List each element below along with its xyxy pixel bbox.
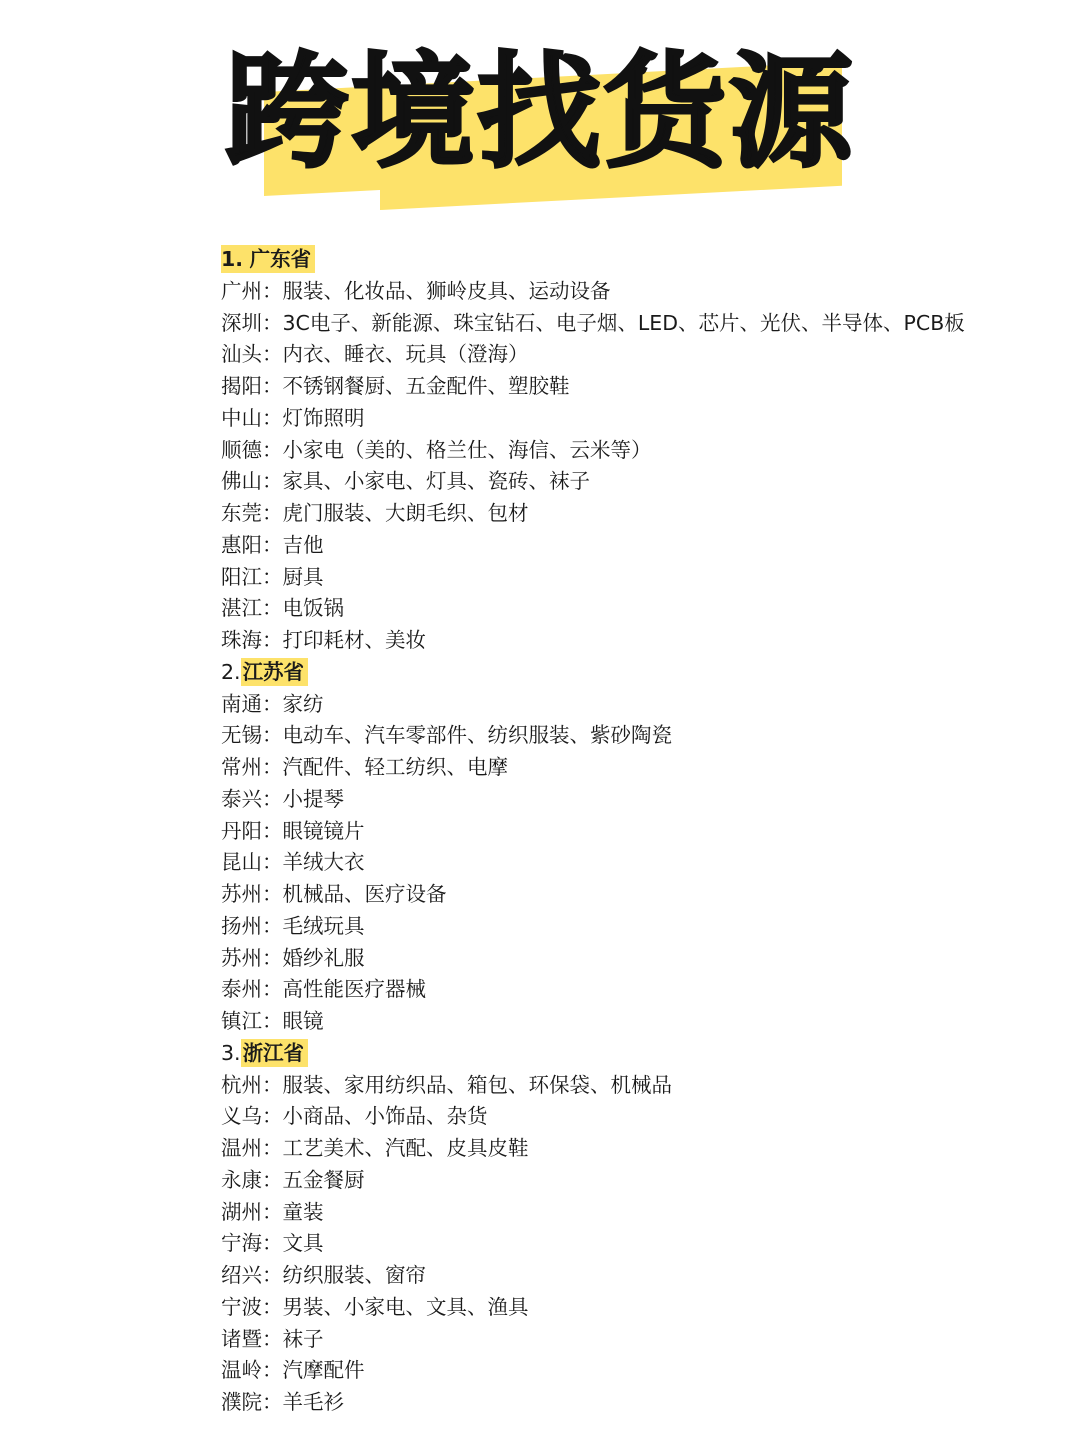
list-item <box>221 720 1051 752</box>
separator: ： <box>262 1358 283 1383</box>
separator: ： <box>262 913 283 938</box>
separator: ： <box>262 1072 283 1097</box>
goods-text: 3C电子、新能源、珠宝钻石、电子烟、LED、芯片、光伏、半导体、PCB板 <box>282 310 965 335</box>
city-name: 濮院 <box>221 1390 262 1414</box>
goods-text: 机械品、医疗设备 <box>282 882 447 906</box>
separator: ： <box>262 628 283 652</box>
goods-text: 灯饰照明 <box>282 405 365 430</box>
goods-text: 汽摩配件 <box>282 1358 365 1383</box>
city-name: 广州 <box>221 278 262 303</box>
goods-text: 吉他 <box>282 532 324 557</box>
goods-text: 眼镜镜片 <box>282 818 365 843</box>
goods-text: 纺织服装、窗帘 <box>282 1263 426 1287</box>
goods-text: 家具、小家电、灯具、瓷砖、袜子 <box>282 469 590 494</box>
section-province: 广东省 <box>249 247 312 271</box>
separator: ： <box>262 818 283 843</box>
goods-text: 汽配件、轻工纺织、电摩 <box>282 755 508 779</box>
list-item <box>221 1355 1051 1387</box>
list-item <box>221 752 1051 784</box>
goods-text: 厨具 <box>282 564 324 589</box>
goods-text: 文具 <box>282 1231 324 1256</box>
separator: ： <box>262 469 283 494</box>
goods-text: 不锈钢餐厨、五金配件、塑胶鞋 <box>282 374 570 398</box>
separator: ： <box>262 278 283 303</box>
list-item <box>221 1070 1051 1102</box>
list-item <box>221 1133 1051 1165</box>
city-name: 深圳 <box>221 310 262 335</box>
city-name: 顺德 <box>221 437 262 462</box>
city-name: 绍兴 <box>221 1263 262 1287</box>
city-name: 中山 <box>221 405 262 430</box>
list-item <box>221 847 1051 879</box>
city-name: 泰兴 <box>221 786 262 811</box>
city-name: 丹阳 <box>221 818 262 843</box>
city-name: 无锡 <box>221 723 262 748</box>
city-name: 泰州 <box>221 977 262 1002</box>
list-item <box>221 625 1051 657</box>
separator: ： <box>262 437 283 462</box>
city-name: 扬州 <box>221 913 262 938</box>
section-number: 2. <box>221 659 241 684</box>
section-heading-guangdong <box>221 244 1051 276</box>
list-item <box>221 1197 1051 1229</box>
list-item <box>221 276 1051 308</box>
separator: ： <box>262 1199 283 1224</box>
list-item <box>221 498 1051 530</box>
goods-text: 小家电（美的、格兰仕、海信、云米等） <box>282 437 652 462</box>
city-name: 珠海 <box>221 628 262 652</box>
city-name: 昆山 <box>221 850 262 875</box>
separator: ： <box>262 755 283 779</box>
section-province: 江苏省 <box>241 658 309 686</box>
list-item <box>221 689 1051 721</box>
goods-text: 家纺 <box>282 691 324 716</box>
separator: ： <box>262 882 283 906</box>
separator: ： <box>262 532 283 557</box>
section-heading-zhejiang <box>221 1038 1051 1070</box>
section-heading-jiangsu <box>221 657 1051 689</box>
section-number: 1. <box>221 247 244 271</box>
city-name: 宁海 <box>221 1231 262 1256</box>
list-item <box>221 943 1051 975</box>
list-item <box>221 911 1051 943</box>
goods-text: 眼镜 <box>282 1009 324 1033</box>
section-highlight <box>221 245 315 273</box>
separator: ： <box>262 501 283 525</box>
list-item <box>221 1101 1051 1133</box>
goods-text: 男装、小家电、文具、渔具 <box>282 1294 529 1319</box>
separator: ： <box>262 374 283 398</box>
city-name: 揭阳 <box>221 374 262 398</box>
goods-text: 高性能医疗器械 <box>282 977 426 1002</box>
section-province: 浙江省 <box>241 1039 309 1067</box>
separator: ： <box>262 564 283 589</box>
separator: ： <box>262 1231 283 1256</box>
separator: ： <box>262 1390 283 1414</box>
goods-text: 童装 <box>282 1199 324 1224</box>
goods-text: 工艺美术、汽配、皮具皮鞋 <box>282 1136 529 1160</box>
page-title: 跨境找货源 <box>224 41 855 185</box>
city-name: 湛江 <box>221 596 262 621</box>
city-name: 诸暨 <box>221 1326 262 1351</box>
city-name: 温州 <box>221 1136 262 1160</box>
separator: ： <box>262 342 283 367</box>
city-name: 湖州 <box>221 1199 262 1224</box>
list-item <box>221 593 1051 625</box>
separator: ： <box>262 310 283 335</box>
separator: ： <box>262 1326 283 1351</box>
separator: ： <box>262 1136 283 1160</box>
list-item <box>221 1006 1051 1038</box>
list-item <box>221 1260 1051 1292</box>
goods-text: 五金餐厨 <box>282 1167 365 1192</box>
city-name: 宁波 <box>221 1294 262 1319</box>
goods-text: 服装、化妆品、狮岭皮具、运动设备 <box>282 278 611 303</box>
city-name: 义乌 <box>221 1104 262 1129</box>
title-area <box>0 0 1080 230</box>
list-item <box>221 371 1051 403</box>
separator: ： <box>262 945 283 970</box>
goods-text: 羊毛衫 <box>282 1390 344 1414</box>
list-item <box>221 1387 1051 1419</box>
city-name: 常州 <box>221 755 262 779</box>
list-item <box>221 403 1051 435</box>
section-number: 3. <box>221 1040 241 1065</box>
city-name: 佛山 <box>221 469 262 494</box>
source-list <box>221 244 1051 1419</box>
separator: ： <box>262 1294 283 1319</box>
goods-text: 电动车、汽车零部件、纺织服装、紫砂陶瓷 <box>282 723 672 748</box>
list-item <box>221 466 1051 498</box>
list-item <box>221 974 1051 1006</box>
list-item <box>221 784 1051 816</box>
list-item <box>221 530 1051 562</box>
list-item <box>221 308 1051 340</box>
separator: ： <box>262 723 283 748</box>
goods-text: 袜子 <box>282 1326 324 1351</box>
separator: ： <box>262 850 283 875</box>
city-name: 东莞 <box>221 501 262 525</box>
separator: ： <box>262 786 283 811</box>
list-item <box>221 879 1051 911</box>
goods-text: 毛绒玩具 <box>282 913 365 938</box>
separator: ： <box>262 691 283 716</box>
list-item <box>221 1324 1051 1356</box>
list-item <box>221 1228 1051 1260</box>
goods-text: 打印耗材、美妆 <box>282 628 426 652</box>
separator: ： <box>262 1263 283 1287</box>
city-name: 苏州 <box>221 945 262 970</box>
separator: ： <box>262 1167 283 1192</box>
list-item <box>221 339 1051 371</box>
list-item <box>221 562 1051 594</box>
list-item <box>221 816 1051 848</box>
city-name: 惠阳 <box>221 532 262 557</box>
separator: ： <box>262 977 283 1002</box>
city-name: 南通 <box>221 691 262 716</box>
list-item <box>221 435 1051 467</box>
goods-text: 内衣、睡衣、玩具（澄海） <box>282 342 529 367</box>
separator: ： <box>262 1104 283 1129</box>
goods-text: 电饭锅 <box>282 596 344 621</box>
goods-text: 羊绒大衣 <box>282 850 365 875</box>
city-name: 杭州 <box>221 1072 262 1097</box>
goods-text: 小提琴 <box>282 786 344 811</box>
separator: ： <box>262 405 283 430</box>
list-item <box>221 1292 1051 1324</box>
separator: ： <box>262 1009 283 1033</box>
goods-text: 婚纱礼服 <box>282 945 365 970</box>
goods-text: 小商品、小饰品、杂货 <box>282 1104 488 1129</box>
city-name: 永康 <box>221 1167 262 1192</box>
goods-text: 服装、家用纺织品、箱包、环保袋、机械品 <box>282 1072 672 1097</box>
separator: ： <box>262 596 283 621</box>
list-item <box>221 1165 1051 1197</box>
city-name: 阳江 <box>221 564 262 589</box>
city-name: 镇江 <box>221 1009 262 1033</box>
city-name: 汕头 <box>221 342 262 367</box>
goods-text: 虎门服装、大朗毛织、包材 <box>282 501 529 525</box>
city-name: 温岭 <box>221 1358 262 1383</box>
city-name: 苏州 <box>221 882 262 906</box>
